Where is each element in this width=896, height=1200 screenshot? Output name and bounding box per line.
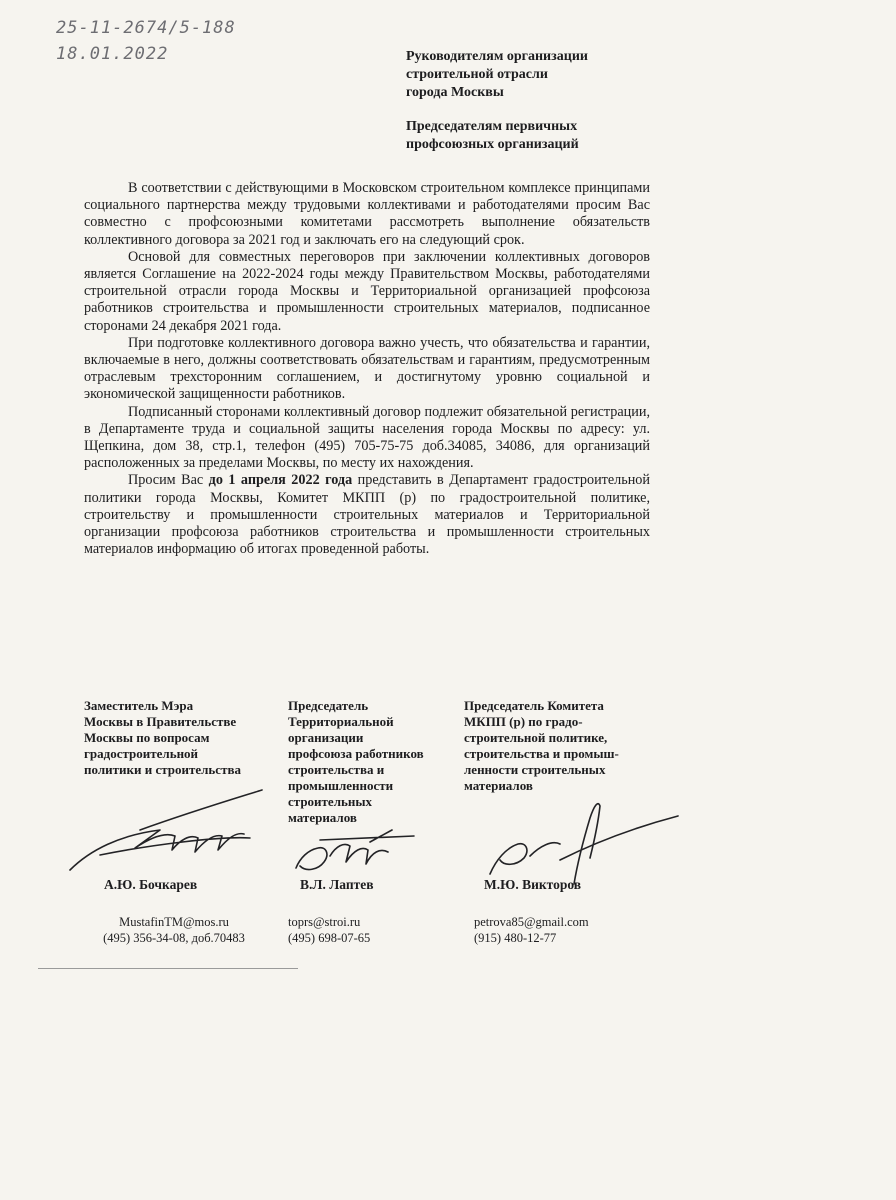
signatory-title-1 xyxy=(84,698,274,778)
signature-laptev xyxy=(296,830,414,869)
contact-email: toprs@stroi.ru xyxy=(288,915,361,929)
contact-block-1 xyxy=(84,914,264,946)
title-line: промышленности xyxy=(288,778,394,793)
title-line: строительства и xyxy=(288,762,385,777)
title-line: градостроительной xyxy=(84,746,199,761)
deadline-date: до 1 апреля 2022 года xyxy=(208,472,353,489)
title-line: материалов xyxy=(464,778,533,793)
body-paragraph: Основой для совместных переговоров при заключении коллективных договоров является Соглашение на 2022-2024 годы между Правительством Москвы, работодателями строительной отрасли города Москвы и Территориальной организацией профсоюза работников строительства и промышленности строительных материалов, подписанное сторонами 24 декабря 2021 года. xyxy=(84,248,650,334)
body-paragraph: При подготовке коллективного договора важно учесть, что обязательства и гарантии, включаемые в него, должны соответствовать обязательствам и гарантиям, предусмотренным отраслевым трехсторонним соглашением, и достигнутому уровню социальной и экономической защищенности работников. xyxy=(84,334,650,403)
deadline-text-end: представить в Департамент градостроительной политики города Москвы, Комитет МКПП (р) по градостроительной политике, строительству и промышленности строительных материалов и Территориальной организации профсоюза работников строительства и промышленности строительных материалов информацию об итогах проведенной работы. xyxy=(84,472,650,558)
signatory-name-2: В.Л. Лаптев xyxy=(300,877,374,892)
deadline-text-start: Просим Вас xyxy=(128,472,209,489)
title-line: профсоюза работников xyxy=(288,746,424,761)
title-line: материалов xyxy=(288,810,357,825)
title-line: Председатель Комитета xyxy=(464,698,604,713)
addressee-line: города Москвы xyxy=(406,85,504,100)
addressee-line: Председателям первичных xyxy=(406,119,578,134)
title-line: Заместитель Мэра xyxy=(84,698,194,713)
footer-divider xyxy=(38,968,298,969)
contact-block-2 xyxy=(288,914,428,946)
handwritten-date: 18.01.2022 xyxy=(56,44,169,64)
title-line: строительных xyxy=(288,794,372,809)
contact-phone: (495) 356-34-08, доб.70483 xyxy=(103,931,245,945)
letter-body xyxy=(84,180,650,558)
addressee-line: строительной отрасли xyxy=(406,67,548,82)
title-line: строительной политике, xyxy=(464,730,608,745)
contact-block-3 xyxy=(474,914,634,946)
contact-phone: (915) 480-12-77 xyxy=(474,931,557,945)
signatory-title-2 xyxy=(288,698,458,826)
signatory-title-3 xyxy=(464,698,664,794)
title-line: МКПП (р) по градо- xyxy=(464,714,583,729)
contact-email: petrova85@gmail.com xyxy=(474,915,589,929)
title-line: Председатель xyxy=(288,698,369,713)
signature-viktorov xyxy=(490,804,678,884)
body-paragraph: В соответствии с действующими в Московском строительном комплексе принципами социального партнерства между трудовыми коллективами и работодателями просим Вас совместно с профсоюзными комитетами рассмотреть выполнение обязательств коллективного договора за 2021 год и заключать его на следующий срок. xyxy=(84,180,650,248)
addressee-line: профсоюзных организаций xyxy=(406,137,579,152)
title-line: организации xyxy=(288,730,364,745)
body-paragraph: Подписанный сторонами коллективный договор подлежит обязательной регистрации, в Департаменте труда и социальной защиты населения города Москвы по адресу: ул. Щепкина, дом 38, стр.1, телефон (495) 705-75-75 доб.34085, 34086, для организаций расположенных за пределами Москвы, по месту их нахождения. xyxy=(84,403,650,472)
handwritten-reg-number: 25-11-2674/5-188 xyxy=(56,18,236,38)
signatory-name-1: А.Ю. Бочкарев xyxy=(104,877,198,892)
body-paragraph-deadline xyxy=(84,472,650,558)
title-line: Москвы по вопросам xyxy=(84,730,210,745)
title-line: строительства и промыш- xyxy=(464,746,619,761)
title-line: Территориальной xyxy=(288,714,394,729)
title-line: ленности строительных xyxy=(464,762,606,777)
signature-bochkarev xyxy=(70,790,262,870)
contact-phone: (495) 698-07-65 xyxy=(288,931,371,945)
title-line: политики и строительства xyxy=(84,762,241,777)
title-line: Москвы в Правительстве xyxy=(84,714,237,729)
addressee-block xyxy=(406,48,706,154)
addressee-line: Руководителям организации xyxy=(406,49,588,64)
contact-email: MustafinTM@mos.ru xyxy=(119,915,229,929)
signatory-name-3: М.Ю. Викторов xyxy=(484,877,582,892)
